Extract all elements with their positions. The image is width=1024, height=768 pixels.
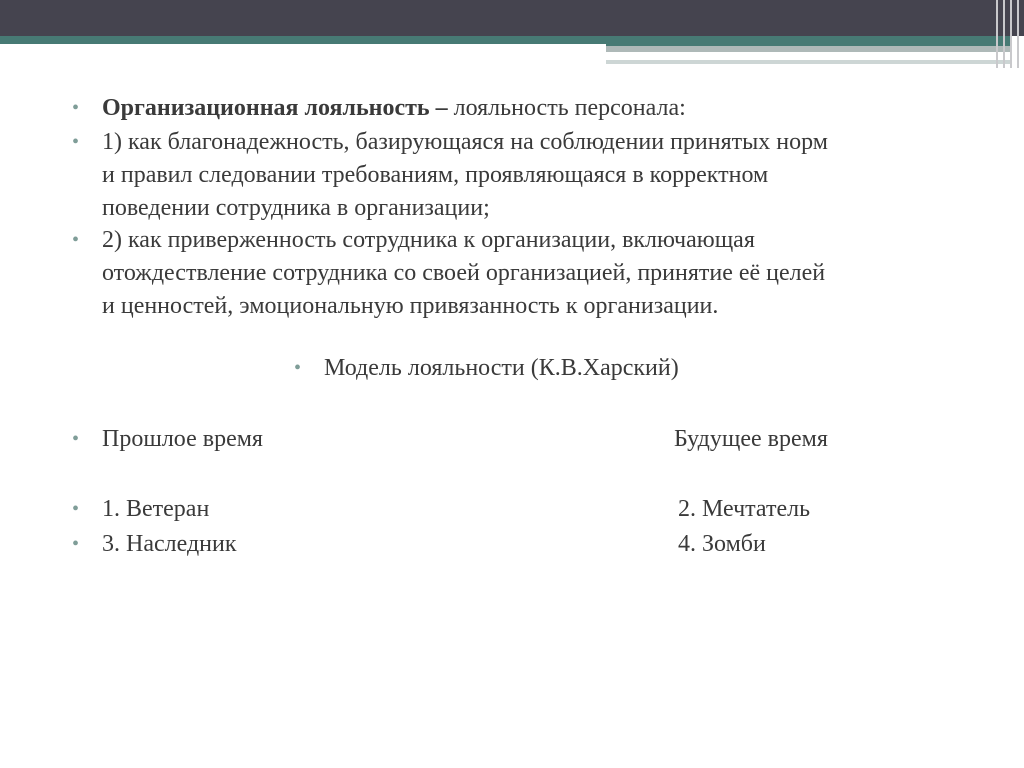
bullet-icon: • <box>72 533 80 555</box>
bullet-icon: • <box>294 357 302 379</box>
bullet-icon: • <box>72 428 80 450</box>
header-accent-white <box>0 44 606 50</box>
left-column-header: Прошлое время <box>102 426 263 452</box>
point-2-line: 2) как приверженность сотрудника к организации, включающая <box>102 227 755 253</box>
header-accent-gray <box>606 46 1010 52</box>
header-bar-dark <box>0 0 1024 36</box>
definition-term: Организационная лояльность – <box>102 95 448 121</box>
type-dreamer: 2. Мечтатель <box>678 496 811 522</box>
header-accent-light <box>606 60 1010 64</box>
point-1-line: 1) как благонадежность, базирующаяся на соблюдении принятых норм <box>102 129 828 155</box>
type-veteran: 1. Ветеран <box>102 496 210 522</box>
definition-rest: лояльность персонала: <box>447 95 686 121</box>
bullet-icon: • <box>72 498 80 520</box>
point-2-line: и ценностей, эмоциональную привязанность к организации. <box>102 293 719 319</box>
bullet-icon: • <box>72 131 80 153</box>
bullet-icon: • <box>72 97 80 119</box>
model-title: Модель лояльности (К.В.Харский) <box>324 355 679 381</box>
header-stripe <box>1003 0 1005 68</box>
header-stripe <box>996 0 998 68</box>
type-heir: 3. Наследник <box>102 531 237 557</box>
point-1-line: поведении сотрудника в организации; <box>102 195 490 221</box>
point-1-line: и правил следовании требованиям, проявляющаяся в корректном <box>102 162 769 188</box>
right-column-header: Будущее время <box>674 426 828 452</box>
bullet-icon: • <box>72 229 80 251</box>
header-stripe <box>1010 0 1012 68</box>
point-2-line: отождествление сотрудника со своей организацией, принятие её целей <box>102 260 826 286</box>
type-zombie: 4. Зомби <box>678 531 766 557</box>
header-stripe <box>1017 0 1019 68</box>
